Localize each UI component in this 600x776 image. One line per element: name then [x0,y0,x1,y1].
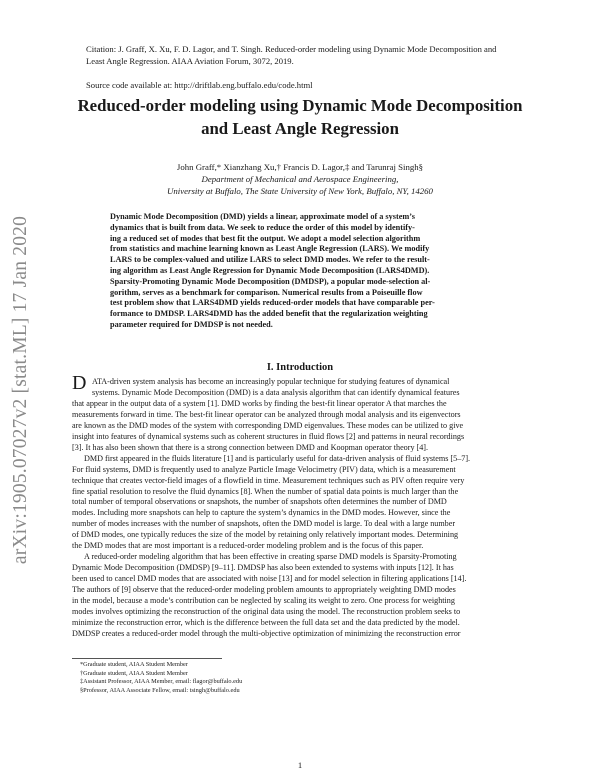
paragraph-line: measurements forward in time. The best-fit linear operator can be analyzed through modal analysis and its eigenvectors [72,409,461,419]
abstract-line: gorithm, serves as a benchmark for comparison. Numerical results from a Poiseuille flow [110,287,423,297]
footnote: §Professor, AIAA Associate Fellow, email: tsingh@buffalo.edu [80,686,240,694]
paragraph-line: fine spatial resolution to resolve the fluid dynamics [8]. When the number of spatial data points is much larger than the [72,486,459,496]
citation-line-2: Least Angle Regression. AIAA Aviation Forum, 3072, 2019. [86,56,294,66]
paragraph-line: of DMD modes, one typically reduces the size of the model by retaining only relatively important modes. Determining [72,530,459,540]
drop-cap: D [72,372,87,394]
paragraph-line: modes. Including more snapshots can help to capture the system’s dynamics in the DMD modes. However, since the [72,508,451,518]
author-university: University at Buffalo, The State University of New York, Buffalo, NY, 14260 [167,186,433,196]
paragraph-line: A reduced-order modeling algorithm that has been effective in creating sparse DMD models is Sparsity-Promoting [84,552,457,562]
abstract-line: dynamics that is built from data. We seek to reduce the order of this model by identify- [110,222,415,232]
author-department: Department of Mechanical and Aerospace Engineering, [201,174,399,184]
abstract-line: from statistics and machine learning known as Least Angle Regression (LARS). We modify [110,244,430,254]
abstract-line: parameter required for DMDSP is not needed. [110,319,273,329]
paragraph-line: Dynamic Mode Decomposition (DMDSP) [9–11]. DMDSP has also been extended to systems with inputs [12]. It has [72,563,454,573]
footnote: †Graduate student, AIAA Student Member [80,669,188,677]
paragraph-line: ATA-driven system analysis has become an increasingly popular technique for studying features of dynamical [92,377,450,386]
paragraph-line: in the model, because a mode’s contribution can be neglected by scaling its weight to zero. One process for weighting [72,596,455,606]
section-heading-introduction: I. Introduction [266,362,334,373]
arxiv-identifier [6,200,36,580]
paragraph-line: DMD first appeared in the fluids literature [1] and is particularly useful for data-driven analysis of fluid systems [5–7]. [84,453,471,463]
paragraph-line: DMDSP creates a reduced-order model through the multi-objective optimization of minimizing the reconstruction error [72,628,461,638]
abstract-line: Sparsity-Promoting Dynamic Mode Decomposition (DMDSP), a popular mode-selection al- [110,276,431,286]
page-number: 1 [297,760,303,770]
paragraph-line: systems. Dynamic Mode Decomposition (DMD) is a data analysis algorithm that can identify dynamical features [92,387,460,397]
paragraph-line: For fluid systems, DMD is frequently used to analyze Particle Image Velocimetry (PIV) data, which is a measurement [72,464,456,474]
introduction-body [72,377,534,640]
footnote-rule [72,658,222,659]
paragraph-line: total number of temporal observations or snapshots, the number of snapshots often determines the number of DMD [72,497,447,507]
paragraph-line: modes involves optimizing the reconstruction of the original data using the model. The reconstruction problem seeks to [72,607,461,617]
arxiv-identifier-text: arXiv:1905.07027v2 [stat.ML] 17 Jan 2020 [10,215,31,565]
abstract-line: Dynamic Mode Decomposition (DMD) yields a linear, approximate model of a system’s [110,212,415,221]
paragraph-line: technique that creates vector-field images of a flowfield in time. Measurement techniques such as PIV often require very [72,475,465,485]
paper-title-line-2: and Least Angle Regression [201,119,399,138]
paper-title-line-1: Reduced-order modeling using Dynamic Mode Decomposition [77,96,523,115]
source-code-note: Source code available at: http://driftlab.eng.buffalo.edu/code.html [86,80,313,90]
paragraph-line: [3]. It has also been shown that there is a strong connection between DMD and Koopman operator theory [4]. [72,442,429,452]
paragraph-line: insight into features of dynamical systems such as coherent structures in fluid flows [2] and patterns in neural recordings [72,431,465,441]
footnote: ‡Assistant Professor, AIAA Member, email: flagor@buffalo.edu [80,678,243,686]
paragraph-line: are known as the DMD modes of the system with corresponding DMD eigenvalues. These modes can be utilized to give [72,420,464,430]
abstract-line: formance to DMDSP. LARS4DMD has the added benefit that the regularization weighting [110,309,428,319]
paragraph-line: the DMD modes that are most important is a reduced-order modeling problem and is the focus of this paper. [72,541,424,551]
paper-title [60,94,540,140]
author-names: John Graff,* Xianzhang Xu,† Francis D. Lagor,‡ and Tarunraj Singh§ [176,162,424,172]
footnotes [80,661,480,695]
author-block [60,161,540,197]
paragraph-line: minimize the reconstruction error, which is the difference between the full data set and the data predicted by the model. [72,617,460,627]
paragraph-line: number of modes increases with the number of snapshots, often the DMD model is large. To deal with a large number [72,519,456,529]
paragraph-line: been used to cancel DMD modes that are associated with noise [13] and for model selection in filtering applications [14]. [72,574,467,584]
paragraph-line: that appear in the output data of a system [1]. DMD works by finding the best-fit linear operator A that marches the [72,398,447,408]
citation-line-1: Citation: J. Graff, X. Xu, F. D. Lagor, and T. Singh. Reduced-order modeling using Dynamic Mode Decomposition and [86,44,497,54]
citation-block [86,43,556,67]
paragraph-line: The authors of [9] observe that the reduced-order modeling problem amounts to appropriately weighting DMD modes [72,585,456,595]
abstract-line: ing a reduced set of modes that best fit the output. We adopt a model selection algorithm [110,233,421,243]
abstract-line: ing algorithm as Least Angle Regression for Dynamic Mode Decomposition (LARS4DMD). [110,265,430,275]
abstract-line: LARS to be complex-valued and utilize LARS to select DMD modes. We refer to the result- [110,255,430,265]
abstract-line: test problem show that LARS4DMD yields reduced-order models that have comparable per- [110,298,435,308]
footnote: *Graduate student, AIAA Student Member [80,661,188,668]
abstract [110,212,494,331]
